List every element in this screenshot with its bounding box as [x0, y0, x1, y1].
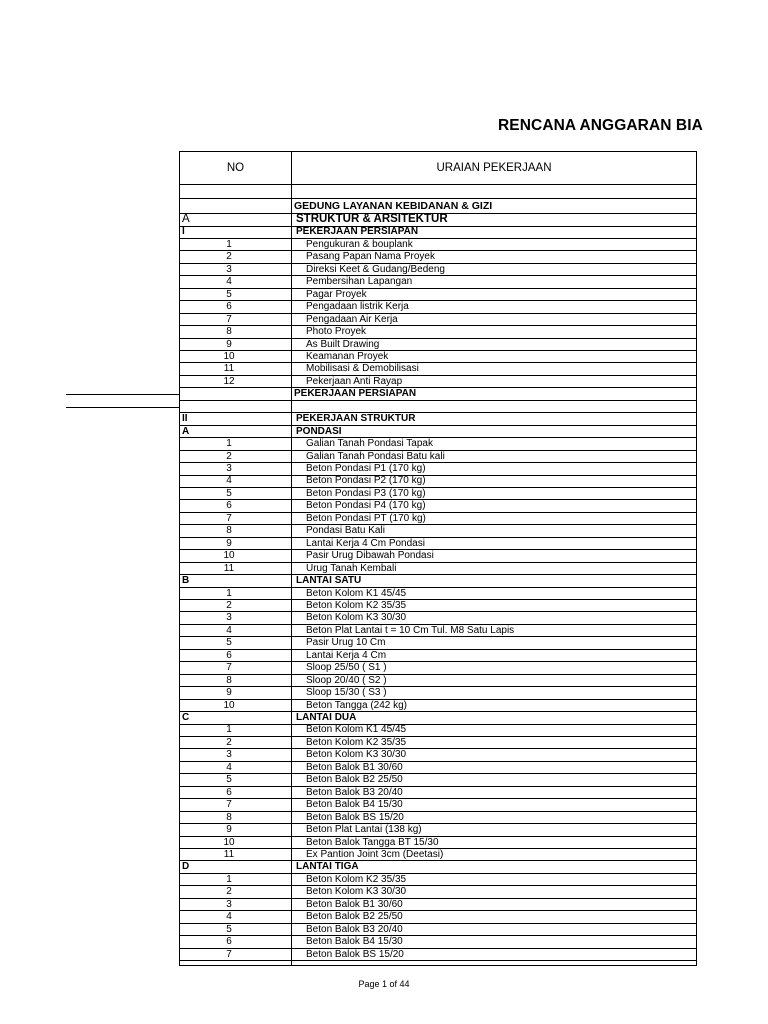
section-code: A — [182, 425, 190, 437]
item-description: Pondasi Batu Kali — [306, 525, 385, 537]
table-row — [180, 749, 696, 762]
table-row — [180, 637, 696, 650]
item-description: Lantai Kerja 4 Cm Pondasi — [306, 537, 425, 549]
item-number: 5 — [226, 637, 232, 649]
item-number: 5 — [226, 923, 232, 935]
table-row — [180, 475, 696, 488]
item-number: 11 — [223, 848, 235, 860]
table-row — [180, 886, 696, 899]
section-title: PEKERJAAN PERSIAPAN — [296, 226, 419, 238]
item-number: 1 — [226, 724, 232, 736]
item-number: 2 — [226, 251, 232, 263]
item-description: Pengadaan Air Kerja — [306, 313, 398, 325]
section-row — [180, 712, 696, 725]
item-description: Beton Pondasi P2 (170 kg) — [306, 475, 426, 487]
item-description: Keamanan Proyek — [306, 350, 389, 362]
item-number: 2 — [226, 736, 232, 748]
section-title: LANTAI SATU — [296, 575, 362, 587]
table-row — [180, 737, 696, 750]
item-description: Beton Balok BS 15/20 — [306, 948, 404, 960]
item-description: Galian Tanah Pondasi Batu kali — [306, 450, 445, 462]
item-number: 10 — [223, 699, 235, 711]
item-number: 5 — [226, 487, 232, 499]
budget-table — [179, 151, 697, 966]
blank-row — [180, 184, 696, 199]
table-row — [180, 276, 696, 289]
table-row — [180, 314, 696, 327]
item-description: Pasir Urug Dibawah Pondasi — [306, 550, 434, 562]
table-row — [180, 687, 696, 700]
item-description: Beton Pondasi P1 (170 kg) — [306, 463, 426, 474]
item-number: 6 — [226, 936, 232, 948]
item-number: 3 — [226, 263, 232, 275]
table-row — [180, 924, 696, 937]
item-number: 10 — [223, 550, 235, 562]
item-description: Beton Balok Tangga BT 15/30 — [306, 836, 439, 848]
section-row — [180, 388, 696, 401]
header-uraian: URAIAN PEKERJAAN — [436, 162, 552, 174]
item-number: 8 — [226, 811, 232, 823]
table-row — [180, 251, 696, 264]
table-row — [180, 724, 696, 737]
table-row — [180, 812, 696, 825]
table-row — [180, 301, 696, 314]
item-description: Direksi Keet & Gudang/Bedeng — [306, 263, 445, 275]
item-number: 1 — [226, 438, 232, 450]
item-description: Beton Kolom K3 30/30 — [306, 749, 407, 761]
item-number: 6 — [226, 786, 232, 798]
section-code: B — [182, 575, 190, 587]
document-title: RENCANA ANGGARAN BIA — [498, 117, 703, 134]
item-description: Beton Plat Lantai (138 kg) — [306, 824, 422, 836]
table-row — [180, 326, 696, 339]
item-description: Pekerjaan Anti Rayap — [306, 375, 403, 387]
item-description: Beton Balok BS 15/20 — [306, 811, 404, 823]
item-number: 4 — [226, 911, 232, 923]
item-number: 1 — [226, 873, 232, 885]
item-description: Beton Kolom K3 30/30 — [306, 612, 407, 624]
item-description: Sloop 25/50 ( S1 ) — [306, 662, 387, 674]
item-number: 3 — [226, 463, 232, 474]
item-number: 5 — [226, 288, 232, 300]
item-description: Galian Tanah Pondasi Tapak — [306, 438, 433, 450]
item-description: Beton Kolom K2 35/35 — [306, 599, 407, 611]
item-description: Beton Balok B4 15/30 — [306, 799, 403, 811]
item-number: 4 — [226, 761, 232, 773]
table-row — [180, 662, 696, 675]
item-number: 12 — [223, 375, 235, 387]
item-number: 8 — [226, 326, 232, 338]
item-description: Pembersihan Lapangan — [306, 276, 413, 288]
item-description: Beton Balok B3 20/40 — [306, 786, 403, 798]
table-row — [180, 774, 696, 787]
item-number: 11 — [223, 363, 235, 375]
item-description: Photo Proyek — [306, 326, 367, 338]
table-row — [180, 339, 696, 352]
item-description: Beton Balok B1 30/60 — [306, 898, 403, 910]
item-number: 10 — [223, 836, 235, 848]
item-number: 1 — [226, 587, 232, 599]
item-description: Beton Balok B2 25/50 — [306, 774, 403, 786]
page-number: Page 1 of 44 — [358, 979, 410, 989]
item-description: Urug Tanah Kembali — [306, 562, 397, 574]
item-number: 4 — [226, 475, 232, 487]
subtotal-label: PEKERJAAN PERSIAPAN — [294, 388, 417, 400]
table-row — [180, 650, 696, 663]
section-code: C — [182, 712, 190, 723]
item-number: 11 — [223, 562, 235, 574]
item-number: 7 — [226, 313, 232, 325]
item-number: 5 — [226, 774, 232, 786]
item-number: 3 — [226, 612, 232, 624]
item-description: Beton Kolom K2 35/35 — [306, 736, 407, 748]
section-row — [180, 226, 696, 239]
item-number: 2 — [226, 886, 232, 898]
table-row — [180, 513, 696, 526]
item-number: 6 — [226, 649, 232, 661]
item-number: 3 — [226, 749, 232, 761]
section-code: D — [182, 861, 190, 873]
item-number: 2 — [226, 599, 232, 611]
item-description: Beton Kolom K2 35/35 — [306, 873, 407, 885]
table-row — [180, 762, 696, 775]
table-row — [180, 550, 696, 563]
item-description: Sloop 15/30 ( S3 ) — [306, 687, 387, 699]
table-row — [180, 700, 696, 713]
item-description: Pengukuran & bouplank — [306, 238, 413, 250]
table-row — [180, 563, 696, 576]
item-number: 2 — [226, 450, 232, 462]
section-title: LANTAI DUA — [296, 712, 357, 723]
section-row — [180, 575, 696, 588]
table-row — [180, 899, 696, 912]
table-row — [180, 600, 696, 613]
table-row — [180, 675, 696, 688]
table-row — [180, 949, 696, 962]
building-title: GEDUNG LAYANAN KEBIDANAN & GIZI — [294, 200, 493, 212]
item-description: Ex Pantion Joint 3cm (Deetasi) — [306, 848, 444, 860]
section-row — [180, 401, 696, 414]
table-row — [180, 351, 696, 364]
subtotal-extension-line — [66, 394, 179, 408]
item-description: Pengadaan listrik Kerja — [306, 301, 409, 313]
item-number: 9 — [226, 537, 232, 549]
item-number: 7 — [226, 662, 232, 674]
table-row — [180, 376, 696, 389]
item-description: Beton Plat Lantai t = 10 Cm Tul. M8 Satu Lapis — [306, 624, 515, 636]
table-row — [180, 824, 696, 837]
table-row — [180, 538, 696, 551]
table-header — [180, 152, 696, 185]
item-description: Beton Balok B3 20/40 — [306, 923, 403, 935]
section-row — [180, 861, 696, 874]
item-description: Pasir Urug 10 Cm — [306, 637, 386, 649]
section-code: II — [182, 413, 188, 425]
item-number: 8 — [226, 674, 232, 686]
table-row — [180, 488, 696, 501]
item-description: Beton Balok B1 30/60 — [306, 761, 403, 773]
item-number: 1 — [226, 238, 232, 250]
section-title: PONDASI — [296, 425, 342, 437]
item-number: 10 — [223, 350, 235, 362]
table-row — [180, 451, 696, 464]
table-row — [180, 612, 696, 625]
item-description: Sloop 20/40 ( S2 ) — [306, 674, 387, 686]
table-row — [180, 936, 696, 949]
table-row — [180, 264, 696, 277]
item-description: Mobilisasi & Demobilisasi — [306, 363, 419, 375]
table-row — [180, 799, 696, 812]
item-number: 8 — [226, 525, 232, 537]
table-row — [180, 837, 696, 850]
item-description: Beton Balok B2 25/50 — [306, 911, 403, 923]
item-number: 4 — [226, 624, 232, 636]
item-number: 9 — [226, 824, 232, 836]
section-row — [180, 426, 696, 439]
table-row — [180, 525, 696, 538]
table-row — [180, 438, 696, 451]
table-row — [180, 588, 696, 601]
item-description: Beton Kolom K1 45/45 — [306, 724, 407, 736]
item-number: 7 — [226, 948, 232, 960]
item-description: Pasang Papan Nama Proyek — [306, 251, 435, 263]
section-title: PEKERJAAN STRUKTUR — [296, 413, 416, 425]
item-number: 7 — [226, 799, 232, 811]
section-code: I — [182, 226, 185, 238]
section-title: STRUKTUR & ARSITEKTUR — [296, 213, 448, 225]
section-row — [180, 413, 696, 426]
item-number: 6 — [226, 301, 232, 313]
header-no: NO — [226, 162, 245, 174]
table-row — [180, 787, 696, 800]
item-number: 6 — [226, 500, 232, 512]
item-description: Pagar Proyek — [306, 288, 367, 300]
item-description: Beton Pondasi P3 (170 kg) — [306, 487, 426, 499]
section-code: A — [182, 213, 190, 225]
item-description: Beton Tangga (242 kg) — [306, 699, 408, 711]
item-description: Beton Pondasi PT (170 kg) — [306, 512, 426, 524]
item-description: Beton Kolom K3 30/30 — [306, 886, 407, 898]
table-row — [180, 874, 696, 887]
item-number: 3 — [226, 898, 232, 910]
item-number: 9 — [226, 338, 232, 350]
table-row — [180, 289, 696, 302]
item-description: Beton Pondasi P4 (170 kg) — [306, 500, 426, 512]
table-row — [180, 625, 696, 638]
section-row — [180, 214, 696, 227]
table-row — [180, 463, 696, 476]
table-row — [180, 911, 696, 924]
section-title: LANTAI TIGA — [296, 861, 359, 873]
table-row — [180, 363, 696, 376]
item-description: Lantai Kerja 4 Cm — [306, 649, 387, 661]
item-number: 9 — [226, 687, 232, 699]
item-description: As Built Drawing — [306, 338, 380, 350]
building-row — [180, 199, 696, 214]
item-number: 7 — [226, 512, 232, 524]
item-description: Beton Balok B4 15/30 — [306, 936, 403, 948]
table-row — [180, 849, 696, 862]
table-row — [180, 500, 696, 513]
table-row — [180, 239, 696, 252]
item-number: 4 — [226, 276, 232, 288]
item-description: Beton Kolom K1 45/45 — [306, 587, 407, 599]
